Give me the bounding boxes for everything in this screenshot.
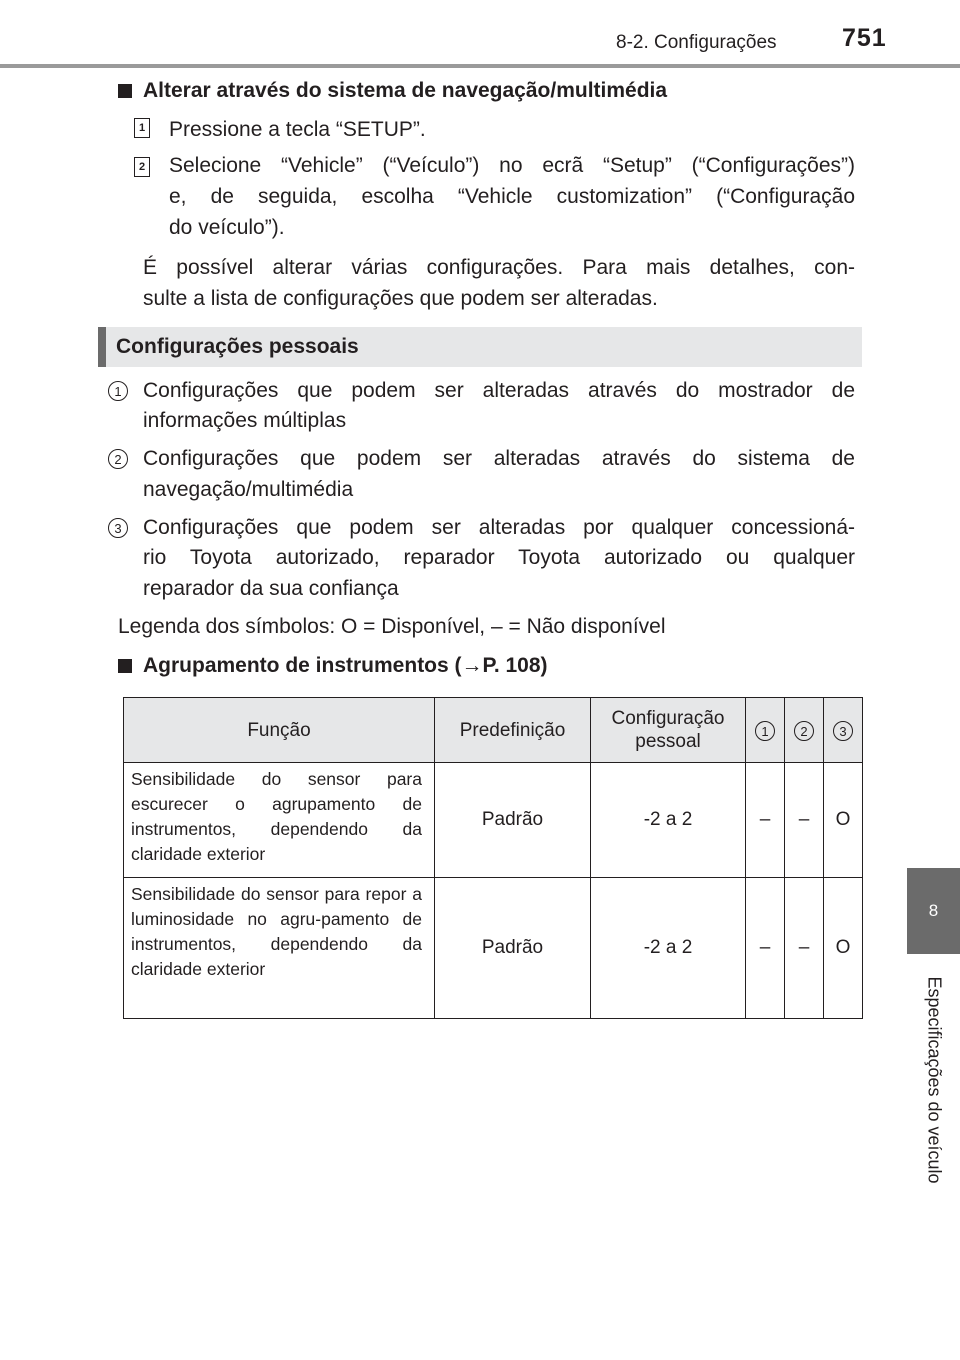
cell-col-3: O	[824, 763, 863, 878]
step-2-line1: Selecione “Vehicle” (“Veículo”) no ecrã “Setup” (“Configurações”)	[169, 154, 855, 177]
instrument-cluster-heading: Agrupamento de instrumentos (→P. 108)	[143, 654, 548, 677]
table-row	[124, 763, 863, 878]
section-header: 8-2. Configurações	[616, 32, 777, 53]
nav-heading: Alterar através do sistema de navegação/multimédia	[143, 79, 668, 102]
cell-col-2: –	[785, 878, 824, 1019]
cell-function: Sensibilidade do sensor para repor a luminosidade no agru-pamento de instrumentos, dependendo da claridade exterior	[124, 878, 435, 1019]
chapter-tab	[907, 868, 960, 954]
section-title-bar	[98, 327, 862, 367]
item-3-line1: Configurações que podem ser alteradas por qualquer concessioná-	[143, 516, 855, 539]
cell-function: Sensibilidade do sensor para escurecer o agrupamento de instrumentos, dependendo da claridade exterior	[124, 763, 435, 878]
nav-note-line2: sulte a lista de configurações que podem ser alteradas.	[143, 287, 658, 310]
step-2-badge: 2	[134, 157, 150, 177]
header-default: Predefinição	[435, 698, 591, 763]
cell-personal: -2 a 2	[591, 878, 746, 1019]
table-header-row	[124, 698, 863, 763]
table-row	[124, 878, 863, 1019]
header-function: Função	[124, 698, 435, 763]
settings-table	[123, 697, 863, 1019]
item-1-line1: Configurações que podem ser alteradas através do mostrador de	[143, 379, 855, 402]
page-number: 751	[842, 24, 887, 52]
item-2-line2: navegação/multimédia	[143, 478, 354, 501]
item-3-line3: reparador da sua confiança	[143, 577, 399, 600]
header-personal-line1: Configuração	[611, 708, 725, 729]
item-2-line1: Configurações que podem ser alteradas através do sistema de	[143, 447, 855, 470]
cell-default: Padrão	[435, 763, 591, 878]
header-col-2	[785, 698, 824, 763]
section-bar-accent	[98, 327, 106, 367]
cell-col-1: –	[746, 878, 785, 1019]
cell-col-2: –	[785, 763, 824, 878]
step-2-line2: e, de seguida, escolha “Vehicle customization” (“Configuração	[169, 185, 855, 208]
header-col-3	[824, 698, 863, 763]
header-personal	[591, 698, 746, 763]
step-1-badge: 1	[134, 118, 150, 138]
circled-3-icon: 3	[833, 721, 853, 741]
step-2-line3: do veículo”).	[169, 216, 285, 239]
circled-2-icon: 2	[794, 721, 814, 741]
item-3-line2: rio Toyota autorizado, reparador Toyota autorizado ou qualquer	[143, 546, 855, 569]
legend-text: Legenda dos símbolos: O = Disponível, – = Não disponível	[118, 615, 666, 638]
cell-col-1: –	[746, 763, 785, 878]
circled-1-icon: 1	[755, 721, 775, 741]
step-1-text: Pressione a tecla “SETUP”.	[169, 118, 426, 141]
bullet-square-icon	[118, 84, 132, 98]
circled-3-icon: 3	[108, 518, 128, 538]
chapter-number: 8	[928, 901, 939, 920]
chapter-title: Especificações do veículo	[924, 976, 945, 1184]
nav-note-line1: É possível alterar várias configurações. Para mais detalhes, con-	[143, 256, 855, 279]
cell-personal: -2 a 2	[591, 763, 746, 878]
cell-default: Padrão	[435, 878, 591, 1019]
header-col-1	[746, 698, 785, 763]
item-1-line2: informações múltiplas	[143, 409, 347, 432]
header-divider	[0, 64, 960, 68]
cell-col-3: O	[824, 878, 863, 1019]
circled-1-icon: 1	[108, 381, 128, 401]
circled-2-icon: 2	[108, 449, 128, 469]
section-title: Configurações pessoais	[116, 335, 359, 358]
bullet-square-icon	[118, 659, 132, 673]
header-personal-line2: pessoal	[635, 731, 701, 752]
